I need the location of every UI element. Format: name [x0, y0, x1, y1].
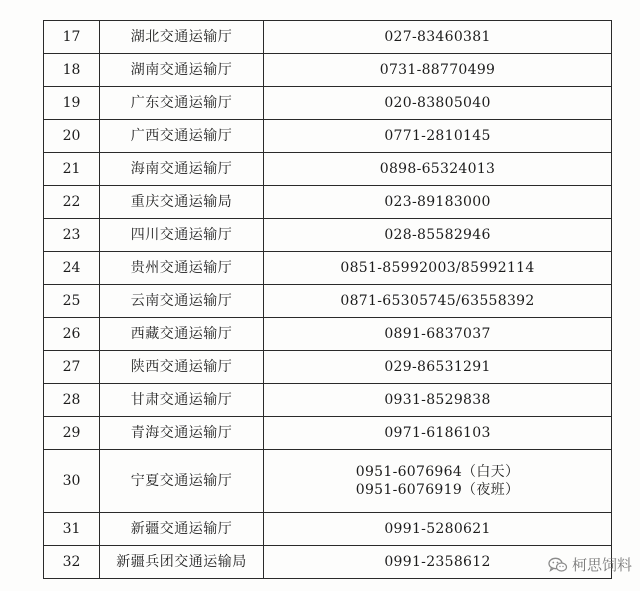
phone-cell [264, 87, 612, 120]
phone-cell [264, 21, 612, 54]
row-number: 20 [44, 120, 100, 153]
phone-number: 0971-6186103 [384, 425, 491, 441]
row-number: 21 [44, 153, 100, 186]
phone-cell [264, 54, 612, 87]
row-number: 23 [44, 219, 100, 252]
department-name: 湖南交通运输厅 [100, 54, 264, 87]
phone-number: 0871-65305745/63558392 [340, 293, 535, 309]
watermark [548, 554, 632, 575]
department-name: 湖北交通运输厅 [100, 21, 264, 54]
contacts-table [43, 20, 612, 579]
table-row [44, 153, 612, 186]
phone-cell [264, 513, 612, 546]
phone-number: 020-83805040 [384, 95, 491, 111]
department-name: 海南交通运输厅 [100, 153, 264, 186]
department-name: 新疆交通运输厅 [100, 513, 264, 546]
table-row [44, 450, 612, 513]
table-row [44, 252, 612, 285]
table-row [44, 54, 612, 87]
row-number: 22 [44, 186, 100, 219]
phone-cell [264, 285, 612, 318]
phone-cell [264, 384, 612, 417]
department-name: 云南交通运输厅 [100, 285, 264, 318]
table-row [44, 384, 612, 417]
table-row [44, 417, 612, 450]
department-name: 四川交通运输厅 [100, 219, 264, 252]
phone-number: 0991-5280621 [384, 521, 491, 537]
department-name: 广西交通运输厅 [100, 120, 264, 153]
table-row [44, 219, 612, 252]
table-row [44, 186, 612, 219]
phone-number: 0951-6076964（白天） [355, 464, 520, 480]
phone-cell [264, 450, 612, 513]
department-name: 重庆交通运输局 [100, 186, 264, 219]
phone-cell [264, 318, 612, 351]
phone-number: 028-85582946 [384, 227, 491, 243]
table-row [44, 120, 612, 153]
phone-number: 023-89183000 [384, 194, 491, 210]
table-row [44, 285, 612, 318]
department-name: 西藏交通运输厅 [100, 318, 264, 351]
department-name: 广东交通运输厅 [100, 87, 264, 120]
phone-number: 027-83460381 [384, 29, 491, 45]
phone-cell [264, 219, 612, 252]
phone-number: 0951-6076919（夜班） [355, 482, 520, 498]
phone-number: 0771-2810145 [384, 128, 491, 144]
watermark-text: 柯思饲料 [571, 556, 632, 574]
row-number: 28 [44, 384, 100, 417]
row-number: 18 [44, 54, 100, 87]
table-row [44, 546, 612, 579]
wechat-logo-icon [548, 557, 568, 573]
phone-cell [264, 153, 612, 186]
row-number: 32 [44, 546, 100, 579]
department-name: 新疆兵团交通运输局 [100, 546, 264, 579]
table-row [44, 513, 612, 546]
row-number: 24 [44, 252, 100, 285]
phone-number: 029-86531291 [384, 359, 491, 375]
contacts-table-body [44, 21, 612, 579]
row-number: 31 [44, 513, 100, 546]
table-row [44, 21, 612, 54]
row-number: 17 [44, 21, 100, 54]
table-row [44, 351, 612, 384]
department-name: 陕西交通运输厅 [100, 351, 264, 384]
row-number: 25 [44, 285, 100, 318]
row-number: 26 [44, 318, 100, 351]
phone-number: 0851-85992003/85992114 [340, 260, 535, 276]
department-name: 宁夏交通运输厅 [100, 450, 264, 513]
department-name: 甘肃交通运输厅 [100, 384, 264, 417]
phone-cell [264, 351, 612, 384]
phone-number: 0991-2358612 [384, 554, 491, 570]
phone-cell [264, 186, 612, 219]
phone-number: 0931-8529838 [384, 392, 491, 408]
row-number: 30 [44, 450, 100, 513]
phone-number: 0731-88770499 [379, 62, 496, 78]
row-number: 27 [44, 351, 100, 384]
phone-cell [264, 120, 612, 153]
row-number: 19 [44, 87, 100, 120]
table-row [44, 87, 612, 120]
phone-number: 0898-65324013 [379, 161, 496, 177]
phone-cell [264, 417, 612, 450]
table-row [44, 318, 612, 351]
department-name: 青海交通运输厅 [100, 417, 264, 450]
phone-number: 0891-6837037 [384, 326, 491, 342]
row-number: 29 [44, 417, 100, 450]
phone-cell [264, 252, 612, 285]
department-name: 贵州交通运输厅 [100, 252, 264, 285]
